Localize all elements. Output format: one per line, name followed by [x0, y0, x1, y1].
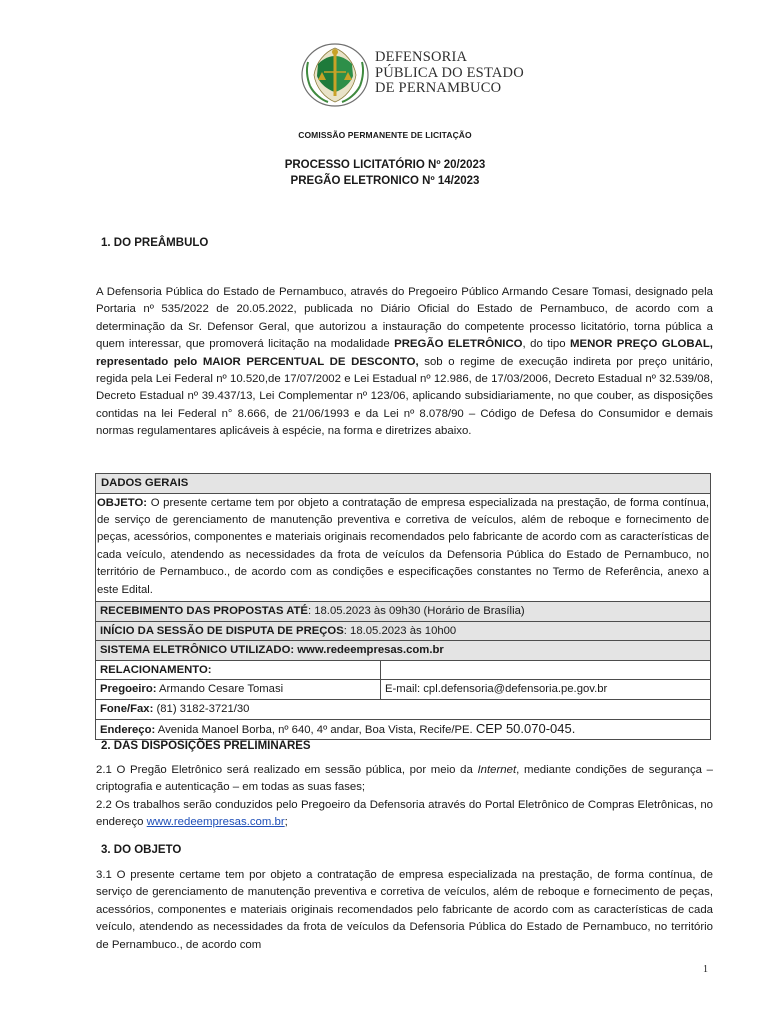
- preamble-type-intro: , do tipo: [522, 338, 570, 351]
- section-2-body: [96, 762, 713, 832]
- section-3-title: 3. DO OBJETO: [101, 844, 182, 856]
- organization-name: [375, 50, 524, 97]
- clause-2-1-internet: Internet: [477, 764, 517, 776]
- clause-2-2-text-b: ;: [284, 816, 288, 829]
- email-cell: E-mail: cpl.defensoria@defensoria.pe.gov.br: [381, 680, 711, 700]
- coat-of-arms-logo: [300, 42, 370, 108]
- session-label: INÍCIO DA SESSÃO DE DISPUTA DE PREÇOS: [100, 624, 344, 637]
- clause-2-1-text-a: 2.1 O Pregão Eletrônico será realizado em sessão pública, por meio da: [96, 764, 478, 776]
- relationship-empty-cell: [381, 660, 711, 680]
- address-row: [96, 719, 711, 740]
- auctioneer-value: Armando Cesare Tomasi: [156, 683, 284, 696]
- receipt-value: : 18.05.2023 às 09h30 (Horário de Brasília): [307, 605, 525, 618]
- page-number: 1: [703, 964, 708, 975]
- preamble-rest: sob o regime de execução indireta por preço unitário, regida pela Lei Federal nº 10.520,de 17/07/2002 e Lei Estadual nº 12.986, de 17/03/2006, Decreto Estadual nº 32.539/08, Decreto Estadual nº 39.437/13, Lei Complementar nº 123/06, aplicando subsidiariamente, no que couber, as disposições contidas na lei Federal n° 8.666, de 21/06/1993 e da Lei nº 8.078/90 – Código de Defesa do Consumidor e demais normas regulamentares aplicáveis à espécie, na forma e diretrizes abaixo.: [96, 355, 713, 438]
- phone-value: (81) 3182-3721/30: [153, 703, 250, 715]
- relationship-label: RELACIONAMENTO:: [100, 663, 212, 676]
- clause-2-2-text-a: 2.2 Os trabalhos serão conduzidos pelo Pregoeiro da Defensoria através do Portal Eletrônico de Compras Eletrônicas, no endereço: [96, 798, 713, 829]
- process-title: [0, 157, 770, 189]
- section-1-title: 1. DO PREÂMBULO: [101, 237, 209, 249]
- clause-3-1: 3.1 O presente certame tem por objeto a contratação de empresa especializada na prestação, de forma contínua, de serviço de gerenciamento de manutenção preventiva e corretiva de veículos, além de reboque e fornecimento de peças, acessórios, componentes e materiais originais recomendados pelo fabricante de acordo com as características de cada veículo, atendendo as necessidades da frota de veículos da Defensoria Pública do Estado de Pernambuco, no território de Pernambuco., de acordo com: [96, 869, 713, 951]
- system-row: [96, 641, 711, 661]
- auction-number: PREGÃO ELETRONICO Nº 14/2023: [290, 175, 480, 187]
- preamble-paragraph: [96, 284, 713, 441]
- org-line-1: DEFENSORIA: [375, 49, 468, 65]
- auctioneer-cell: [96, 680, 381, 700]
- address-cep: CEP 50.070-045.: [475, 720, 576, 736]
- auctioneer-label: Pregoeiro:: [100, 683, 157, 696]
- relationship-cell: [96, 660, 381, 680]
- org-line-2: PÚBLICA DO ESTADO: [375, 64, 524, 81]
- object-text: O presente certame tem por objeto a contratação de empresa especializada na prestação, de forma contínua, de serviço de gerenciamento de manutenção preventiva e corretiva de veículos, além de reboque e fornecimento de peças, acessórios, componentes e materiais originais recomendados pelo fabricante de acordo com as características de cada veículo, atendendo as necessidades da frota de veículos da Defensoria Pública do Estado de Pernambuco, no território de Pernambuco., de acordo com as condições e especificações constantes no Termo de Referência, anexo a este Edital.: [97, 496, 709, 596]
- preamble-modality: PREGÃO ELETRÔNICO: [394, 338, 523, 351]
- phone-row: [96, 700, 711, 720]
- address-label: Endereço:: [100, 723, 156, 736]
- clause-2-2: [96, 797, 713, 832]
- section-3-body: [96, 867, 713, 954]
- table-heading: DADOS GERAIS: [96, 474, 711, 494]
- clause-2-1: [96, 762, 713, 797]
- session-row: [96, 621, 711, 641]
- clause-2-1-text-b: , mediante condições de segurança – criptografia e autenticação – em todas as suas fases;: [96, 764, 713, 794]
- general-data-table: [95, 473, 711, 740]
- process-number: PROCESSO LICITATÓRIO Nº 20/2023: [284, 159, 486, 171]
- section-2-title: 2. DAS DISPOSIÇÕES PRELIMINARES: [101, 740, 311, 752]
- preamble-type: MENOR PREÇO GLOBAL, representado pelo MAIOR PERCENTUAL DE DESCONTO,: [96, 338, 713, 368]
- address-value: Avenida Manoel Borba, nº 640, 4º andar, Boa Vista, Recife/PE.: [155, 723, 476, 736]
- portal-link[interactable]: www.redeempresas.com.br: [146, 816, 285, 829]
- object-label: OBJETO:: [97, 496, 148, 509]
- object-cell: [96, 493, 711, 601]
- receipt-row: [96, 602, 711, 622]
- commission-title: COMISSÃO PERMANENTE DE LICITAÇÃO: [298, 130, 472, 140]
- org-line-3: DE PERNAMBUCO: [375, 80, 502, 96]
- system-label: SISTEMA ELETRÔNICO UTILIZADO: www.redeempresas.com.br: [100, 644, 444, 657]
- session-value: : 18.05.2023 às 10h00: [343, 624, 457, 637]
- preamble-intro: A Defensoria Pública do Estado de Pernambuco, através do Pregoeiro Público Armando Cesare Tomasi, designado pela Portaria nº 535/2022 de 20.05.2022, publicada no Diário Oficial do Estado de Pernambuco, de acordo com a determinação da Sr. Defensor Geral, que autorizou a instauração do competente processo licitatório, torna pública a quem interessar, que promoverá licitação na modalidade: [96, 286, 713, 351]
- phone-label: Fone/Fax:: [100, 703, 154, 715]
- receipt-label: RECEBIMENTO DAS PROPOSTAS ATÉ: [100, 605, 308, 618]
